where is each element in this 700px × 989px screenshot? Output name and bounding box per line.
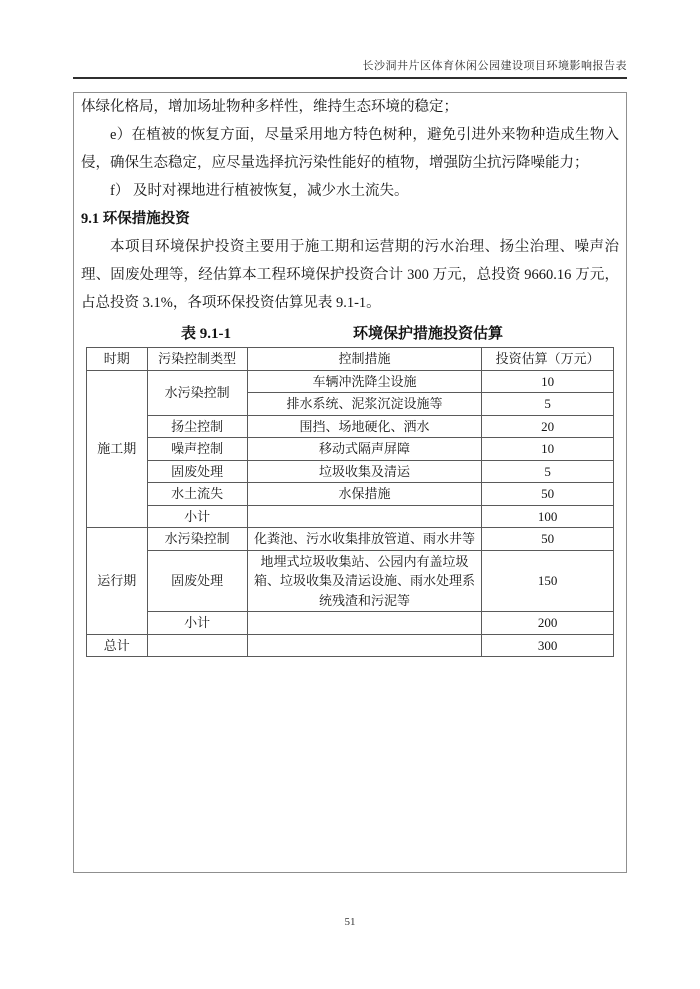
header-rule (73, 77, 627, 79)
table-row (87, 415, 614, 438)
col-header-period: 时期 (87, 348, 148, 371)
cell-measure: 地埋式垃圾收集站、公园内有盖垃圾箱、垃圾收集及清运设施、雨水处理系统残渣和污泥等 (247, 550, 482, 612)
cell-measure-empty (247, 612, 482, 635)
cell-cost: 50 (482, 483, 614, 506)
content-box (73, 92, 627, 873)
page-number: 51 (344, 916, 356, 928)
cell-cost: 10 (482, 370, 614, 393)
cell-cost: 150 (482, 550, 614, 612)
cell-subtotal-label: 小计 (147, 505, 247, 528)
cell-cost: 20 (482, 415, 614, 438)
cell-type: 固废处理 (147, 460, 247, 483)
table-row (87, 438, 614, 461)
cell-type-empty (147, 634, 247, 657)
table-row (87, 550, 614, 612)
cell-cost: 5 (482, 460, 614, 483)
cell-subtotal-label: 小计 (147, 612, 247, 635)
table-row-subtotal (87, 505, 614, 528)
cell-measure-empty (247, 505, 482, 528)
cell-measure-empty (247, 634, 482, 657)
investment-table (86, 347, 614, 657)
paragraph-investment: 本项目环境保护投资主要用于施工期和运营期的污水治理、扬尘治理、噪声治理、固废处理等，经估算本工程环境保护投资合计 300 万元，总投资 9660.16 万元，占总投资 3.1%，各项环保投资估算见表 9.1-1。 (81, 239, 619, 311)
cell-cost: 50 (482, 528, 614, 551)
cell-type: 扬尘控制 (147, 415, 247, 438)
cell-period-operation: 运行期 (87, 528, 148, 635)
cell-cost: 5 (482, 393, 614, 416)
cell-period-construction: 施工期 (87, 370, 148, 528)
table-row-total (87, 634, 614, 657)
cell-type: 水污染控制 (147, 370, 247, 415)
cell-measure: 化粪池、污水收集排放管道、雨水井等 (247, 528, 482, 551)
col-header-cost: 投资估算（万元） (482, 348, 614, 371)
cell-type: 水土流失 (147, 483, 247, 506)
cell-cost: 300 (482, 634, 614, 657)
col-header-measure: 控制措施 (247, 348, 482, 371)
cell-type: 固废处理 (147, 550, 247, 612)
table-row (87, 483, 614, 506)
cell-measure: 垃圾收集及清运 (247, 460, 482, 483)
table-row (87, 528, 614, 551)
col-header-type: 污染控制类型 (147, 348, 247, 371)
table-row (87, 370, 614, 393)
paragraph-continuation: 体绿化格局，增加场址物种多样性，维持生态环境的稳定； (81, 99, 458, 115)
document-header-title: 长沙洞井片区体育休闲公园建设项目环境影响报告表 (362, 60, 627, 72)
cell-measure: 移动式隔声屏障 (247, 438, 482, 461)
cell-cost: 100 (482, 505, 614, 528)
table-header-row (87, 348, 614, 371)
paragraph-f: f） 及时对裸地进行植被恢复，减少水土流失。 (110, 183, 409, 199)
cell-measure: 水保措施 (247, 483, 482, 506)
cell-measure: 车辆冲洗降尘设施 (247, 370, 482, 393)
cell-type: 噪声控制 (147, 438, 247, 461)
cell-type: 水污染控制 (147, 528, 247, 551)
table-row-subtotal (87, 612, 614, 635)
table-caption-title: 环境保护措施投资估算 (353, 325, 504, 342)
paragraph-e: e）在植被的恢复方面，尽量采用地方特色树种，避免引进外来物种造成生物入侵，确保生态稳定，应尽量选择抗污染性能好的植物，增强防尘抗污降噪能力； (81, 127, 619, 171)
table-row (87, 460, 614, 483)
cell-cost: 10 (482, 438, 614, 461)
cell-measure: 围挡、场地硬化、洒水 (247, 415, 482, 438)
cell-total-label: 总计 (87, 634, 148, 657)
section-heading-9-1: 9.1 环保措施投资 (81, 211, 190, 227)
table-caption (81, 319, 619, 345)
table-caption-label: 表 9.1-1 (181, 325, 231, 342)
cell-measure: 排水系统、泥浆沉淀设施等 (247, 393, 482, 416)
cell-cost: 200 (482, 612, 614, 635)
